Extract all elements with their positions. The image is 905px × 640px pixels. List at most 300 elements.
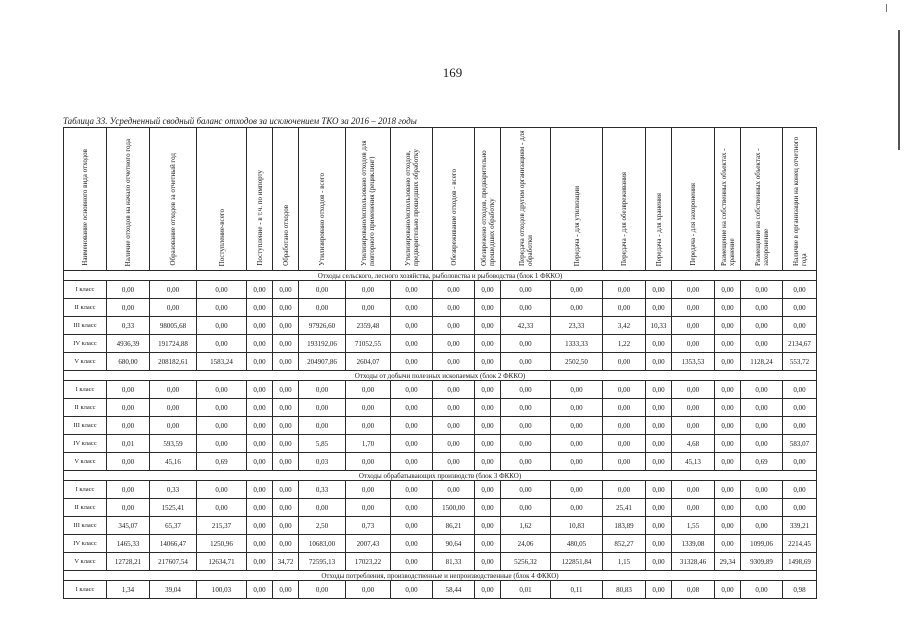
value-cell: 0,00 — [391, 317, 433, 335]
value-cell: 1339,08 — [672, 535, 715, 553]
value-cell: 0,00 — [672, 381, 715, 399]
section-title: Отходы обрабатывающих производств (блок 3 ФККО) — [64, 471, 817, 481]
value-cell: 81,33 — [433, 553, 475, 571]
table-row — [64, 335, 817, 353]
value-cell: 0,00 — [391, 453, 433, 471]
value-cell: 0,00 — [646, 381, 672, 399]
column-header — [433, 128, 475, 271]
value-cell: 0,00 — [603, 381, 646, 399]
section-row — [64, 271, 817, 281]
value-cell: 34,72 — [273, 553, 299, 571]
value-cell: 0,00 — [475, 517, 501, 535]
value-cell: 0,00 — [273, 499, 299, 517]
column-header-label: Наименование основного вида отходов — [81, 149, 89, 266]
value-cell: 0,00 — [551, 453, 603, 471]
value-cell: 0,00 — [299, 399, 346, 417]
column-header — [299, 128, 346, 271]
table-row — [64, 381, 817, 399]
value-cell: 58,44 — [433, 581, 475, 599]
value-cell: 0,00 — [247, 517, 273, 535]
column-header-label: Передача - для хранения — [654, 192, 663, 266]
value-cell: 0,00 — [646, 299, 672, 317]
value-cell: 0,00 — [346, 417, 391, 435]
value-cell: 0,00 — [433, 481, 475, 499]
value-cell: 0,01 — [501, 581, 551, 599]
value-cell: 0,00 — [672, 499, 715, 517]
value-cell: 0,00 — [715, 481, 741, 499]
column-header — [551, 128, 603, 271]
value-cell: 0,00 — [715, 499, 741, 517]
value-cell: 852,27 — [603, 535, 646, 553]
column-header-label: Поступление - в т.ч. по импорту — [255, 170, 264, 266]
hazard-class-cell: V класс — [64, 353, 107, 371]
value-cell: 0,00 — [346, 499, 391, 517]
value-cell: 0,00 — [247, 399, 273, 417]
value-cell: 42,33 — [501, 317, 551, 335]
value-cell: 0,98 — [783, 581, 817, 599]
value-cell: 345,07 — [107, 517, 150, 535]
value-cell: 339,21 — [783, 517, 817, 535]
column-header — [475, 128, 501, 271]
value-cell: 0,00 — [247, 317, 273, 335]
column-header-label: Утилизировано отходов - всего — [318, 173, 326, 266]
value-cell: 0,00 — [150, 381, 197, 399]
value-cell: 0,00 — [646, 281, 672, 299]
column-header — [603, 128, 646, 271]
hazard-class-cell: III класс — [64, 317, 107, 335]
value-cell: 583,07 — [783, 435, 817, 453]
column-header — [715, 128, 741, 271]
value-cell: 0,00 — [391, 299, 433, 317]
column-header-label: Размещение на собственных объектах - захоронение — [753, 148, 770, 266]
table-row — [64, 399, 817, 417]
value-cell: 2007,43 — [346, 535, 391, 553]
waste-balance-table — [63, 127, 817, 599]
value-cell: 0,00 — [501, 281, 551, 299]
column-header-label: Наличие в организации на конец отчетного года — [791, 136, 808, 266]
value-cell: 0,00 — [475, 535, 501, 553]
value-cell: 0,00 — [501, 299, 551, 317]
value-cell: 3,42 — [603, 317, 646, 335]
hazard-class-cell: II класс — [64, 499, 107, 517]
value-cell: 0,00 — [247, 453, 273, 471]
value-cell: 0,00 — [475, 435, 501, 453]
value-cell: 0,08 — [672, 581, 715, 599]
value-cell: 86,21 — [433, 517, 475, 535]
column-header — [107, 128, 150, 271]
value-cell: 0,00 — [783, 417, 817, 435]
value-cell: 1525,41 — [150, 499, 197, 517]
hazard-class-cell: III класс — [64, 517, 107, 535]
value-cell: 0,00 — [741, 417, 783, 435]
value-cell: 0,00 — [197, 417, 247, 435]
value-cell: 1128,24 — [741, 353, 783, 371]
value-cell: 0,00 — [551, 481, 603, 499]
section-title: Отходы от добычи полезных ископаемых (блок 2 ФККО) — [64, 371, 817, 381]
value-cell: 0,00 — [391, 353, 433, 371]
value-cell: 0,00 — [715, 581, 741, 599]
value-cell: 0,00 — [150, 299, 197, 317]
value-cell: 0,00 — [551, 399, 603, 417]
value-cell: 0,00 — [475, 317, 501, 335]
value-cell: 0,00 — [783, 481, 817, 499]
value-cell: 0,00 — [433, 299, 475, 317]
value-cell: 1,22 — [603, 335, 646, 353]
page-edge-line — [898, 30, 900, 150]
table-row — [64, 353, 817, 371]
value-cell: 0,00 — [741, 381, 783, 399]
column-header — [64, 128, 107, 271]
column-header-label: Обработано отходов — [281, 205, 290, 266]
column-header — [646, 128, 672, 271]
value-cell: 0,00 — [741, 517, 783, 535]
value-cell: 1353,53 — [672, 353, 715, 371]
value-cell: 208182,61 — [150, 353, 197, 371]
table-row — [64, 517, 817, 535]
value-cell: 0,00 — [475, 299, 501, 317]
value-cell: 0,00 — [247, 381, 273, 399]
value-cell: 0,00 — [197, 299, 247, 317]
value-cell: 0,00 — [273, 381, 299, 399]
value-cell: 553,72 — [783, 353, 817, 371]
column-header-label: Обезврежено отходов, предварительно прошедших обработку — [479, 150, 496, 266]
value-cell: 0,00 — [715, 453, 741, 471]
table-row — [64, 453, 817, 471]
value-cell: 0,00 — [433, 453, 475, 471]
column-header — [783, 128, 817, 271]
value-cell: 5,85 — [299, 435, 346, 453]
value-cell: 0,00 — [646, 553, 672, 571]
table-body — [64, 271, 817, 599]
column-header — [501, 128, 551, 271]
value-cell: 0,00 — [150, 417, 197, 435]
table-row — [64, 535, 817, 553]
value-cell: 0,00 — [475, 281, 501, 299]
value-cell: 0,00 — [603, 481, 646, 499]
value-cell: 0,00 — [603, 299, 646, 317]
value-cell: 0,00 — [197, 381, 247, 399]
value-cell: 193192,06 — [299, 335, 346, 353]
value-cell: 0,00 — [391, 399, 433, 417]
value-cell: 0,00 — [247, 535, 273, 553]
value-cell: 217607,54 — [150, 553, 197, 571]
value-cell: 0,03 — [299, 453, 346, 471]
value-cell: 0,00 — [475, 581, 501, 599]
value-cell: 12634,71 — [197, 553, 247, 571]
hazard-class-cell: V класс — [64, 453, 107, 471]
value-cell: 90,64 — [433, 535, 475, 553]
value-cell: 71052,55 — [346, 335, 391, 353]
value-cell: 0,00 — [107, 453, 150, 471]
column-header-label: Передача отходов другим организациям - для обработки — [517, 130, 534, 266]
value-cell: 0,00 — [715, 299, 741, 317]
value-cell: 0,00 — [391, 381, 433, 399]
hazard-class-cell: IV класс — [64, 435, 107, 453]
column-header-label: Передача - для обезвреживания — [620, 171, 628, 266]
value-cell: 1,55 — [672, 517, 715, 535]
value-cell: 0,00 — [501, 481, 551, 499]
value-cell: 0,00 — [197, 317, 247, 335]
value-cell: 0,00 — [475, 481, 501, 499]
value-cell: 0,00 — [346, 281, 391, 299]
value-cell: 0,00 — [783, 399, 817, 417]
column-header-label: Передача - для захоронения — [689, 183, 697, 266]
value-cell: 1498,69 — [783, 553, 817, 571]
value-cell: 0,00 — [107, 499, 150, 517]
value-cell: 0,00 — [273, 281, 299, 299]
value-cell: 1333,33 — [551, 335, 603, 353]
value-cell: 0,00 — [150, 281, 197, 299]
value-cell: 0,00 — [273, 581, 299, 599]
value-cell: 0,00 — [197, 281, 247, 299]
hazard-class-cell: IV класс — [64, 535, 107, 553]
scan-mark — [886, 4, 887, 12]
value-cell: 0,73 — [346, 517, 391, 535]
value-cell: 0,00 — [391, 481, 433, 499]
value-cell: 0,00 — [346, 481, 391, 499]
hazard-class-cell: I класс — [64, 381, 107, 399]
value-cell: 25,41 — [603, 499, 646, 517]
value-cell: 45,16 — [150, 453, 197, 471]
value-cell: 1,34 — [107, 581, 150, 599]
value-cell: 593,59 — [150, 435, 197, 453]
value-cell: 0,00 — [247, 481, 273, 499]
value-cell: 0,00 — [433, 317, 475, 335]
value-cell: 0,00 — [672, 299, 715, 317]
value-cell: 0,00 — [715, 335, 741, 353]
value-cell: 31328,46 — [672, 553, 715, 571]
value-cell: 0,00 — [299, 581, 346, 599]
column-header-label: Размещение на собственных объектах - хранение — [719, 148, 736, 266]
value-cell: 0,00 — [197, 481, 247, 499]
table-row — [64, 281, 817, 299]
value-cell: 0,00 — [783, 499, 817, 517]
value-cell: 0,00 — [346, 399, 391, 417]
value-cell: 0,00 — [475, 381, 501, 399]
value-cell: 1583,24 — [197, 353, 247, 371]
value-cell: 1465,33 — [107, 535, 150, 553]
hazard-class-cell: IV класс — [64, 335, 107, 353]
value-cell: 0,00 — [741, 317, 783, 335]
value-cell: 0,00 — [107, 381, 150, 399]
value-cell: 0,00 — [299, 281, 346, 299]
value-cell: 0,00 — [603, 281, 646, 299]
value-cell: 0,33 — [107, 317, 150, 335]
value-cell: 0,00 — [433, 335, 475, 353]
value-cell: 0,00 — [715, 517, 741, 535]
hazard-class-cell: I класс — [64, 281, 107, 299]
value-cell: 5256,32 — [501, 553, 551, 571]
value-cell: 0,00 — [551, 281, 603, 299]
value-cell: 0,00 — [646, 435, 672, 453]
value-cell: 0,69 — [197, 453, 247, 471]
value-cell: 0,00 — [501, 453, 551, 471]
value-cell: 0,00 — [646, 517, 672, 535]
value-cell: 0,00 — [551, 435, 603, 453]
value-cell: 1,62 — [501, 517, 551, 535]
value-cell: 0,00 — [715, 381, 741, 399]
value-cell: 0,00 — [741, 581, 783, 599]
value-cell: 0,00 — [433, 399, 475, 417]
value-cell: 2604,07 — [346, 353, 391, 371]
value-cell: 1,15 — [603, 553, 646, 571]
column-header-label: Утилизировано/использовано отходов для повторного применения (рециклинг) — [360, 140, 376, 266]
value-cell: 0,00 — [741, 335, 783, 353]
value-cell: 0,00 — [475, 453, 501, 471]
value-cell: 0,00 — [391, 553, 433, 571]
value-cell: 0,11 — [551, 581, 603, 599]
value-cell: 80,83 — [603, 581, 646, 599]
table-row — [64, 553, 817, 571]
value-cell: 204907,86 — [299, 353, 346, 371]
value-cell: 0,00 — [433, 417, 475, 435]
column-header-label: Обезвреживание отходов - всего — [449, 169, 458, 266]
value-cell: 2359,48 — [346, 317, 391, 335]
column-header-label: Утилизировано/использовано отходов, предварительно прошедших обработку — [403, 149, 420, 266]
value-cell: 39,04 — [150, 581, 197, 599]
value-cell: 72595,13 — [299, 553, 346, 571]
value-cell: 0,00 — [273, 399, 299, 417]
section-title: Отходы сельского, лесного хозяйства, рыболовства и рыбоводства (блок 1 ФККО) — [64, 271, 817, 281]
value-cell: 0,00 — [741, 399, 783, 417]
value-cell: 0,00 — [783, 281, 817, 299]
value-cell: 0,00 — [715, 317, 741, 335]
value-cell: 45,13 — [672, 453, 715, 471]
value-cell: 0,00 — [475, 399, 501, 417]
value-cell: 0,00 — [391, 535, 433, 553]
value-cell: 0,00 — [783, 299, 817, 317]
value-cell: 0,00 — [603, 353, 646, 371]
value-cell: 0,00 — [715, 535, 741, 553]
value-cell: 0,00 — [783, 381, 817, 399]
value-cell: 0,33 — [299, 481, 346, 499]
value-cell: 0,00 — [501, 499, 551, 517]
value-cell: 0,00 — [672, 481, 715, 499]
value-cell: 97926,60 — [299, 317, 346, 335]
value-cell: 14066,47 — [150, 535, 197, 553]
value-cell: 2214,45 — [783, 535, 817, 553]
value-cell: 0,00 — [247, 281, 273, 299]
hazard-class-cell: V класс — [64, 553, 107, 571]
value-cell: 0,00 — [273, 335, 299, 353]
value-cell: 0,00 — [551, 499, 603, 517]
value-cell: 0,00 — [672, 417, 715, 435]
value-cell: 0,00 — [741, 281, 783, 299]
value-cell: 1500,00 — [433, 499, 475, 517]
value-cell: 2502,50 — [551, 353, 603, 371]
page-number: 169 — [442, 65, 463, 80]
value-cell: 0,00 — [197, 399, 247, 417]
value-cell: 0,00 — [646, 499, 672, 517]
value-cell: 0,00 — [107, 281, 150, 299]
value-cell: 2,50 — [299, 517, 346, 535]
value-cell: 4,68 — [672, 435, 715, 453]
value-cell: 0,00 — [783, 453, 817, 471]
value-cell: 0,00 — [475, 335, 501, 353]
value-cell: 0,00 — [741, 481, 783, 499]
value-cell: 0,00 — [247, 353, 273, 371]
value-cell: 1099,06 — [741, 535, 783, 553]
value-cell: 0,00 — [715, 399, 741, 417]
column-header-label: Передача - для утилизации — [572, 185, 581, 266]
column-header-label: Поступление-всего — [217, 208, 226, 266]
column-header — [346, 128, 391, 271]
value-cell: 4936,39 — [107, 335, 150, 353]
value-cell: 12728,21 — [107, 553, 150, 571]
value-cell: 0,00 — [299, 417, 346, 435]
value-cell: 0,00 — [391, 517, 433, 535]
value-cell: 0,00 — [501, 399, 551, 417]
value-cell: 0,00 — [273, 299, 299, 317]
hazard-class-cell: I класс — [64, 481, 107, 499]
column-header — [741, 128, 783, 271]
value-cell: 0,00 — [247, 335, 273, 353]
value-cell: 0,00 — [501, 353, 551, 371]
hazard-class-cell: I класс — [64, 581, 107, 599]
table-row — [64, 417, 817, 435]
value-cell: 0,00 — [346, 299, 391, 317]
value-cell: 10,33 — [646, 317, 672, 335]
value-cell: 23,33 — [551, 317, 603, 335]
value-cell: 0,00 — [715, 353, 741, 371]
value-cell: 480,05 — [551, 535, 603, 553]
value-cell: 0,00 — [672, 399, 715, 417]
value-cell: 0,00 — [646, 335, 672, 353]
value-cell: 0,00 — [346, 381, 391, 399]
value-cell: 17023,22 — [346, 553, 391, 571]
value-cell: 0,00 — [475, 553, 501, 571]
header-row — [64, 128, 817, 271]
hazard-class-cell: III класс — [64, 417, 107, 435]
section-row — [64, 471, 817, 481]
value-cell: 0,00 — [247, 553, 273, 571]
value-cell: 0,00 — [391, 435, 433, 453]
value-cell: 0,00 — [299, 299, 346, 317]
value-cell: 0,00 — [391, 335, 433, 353]
value-cell: 0,00 — [672, 281, 715, 299]
value-cell: 0,00 — [646, 481, 672, 499]
value-cell: 29,34 — [715, 553, 741, 571]
value-cell: 0,00 — [391, 581, 433, 599]
value-cell: 0,00 — [715, 417, 741, 435]
value-cell: 0,00 — [603, 399, 646, 417]
value-cell: 0,33 — [150, 481, 197, 499]
value-cell: 0,00 — [247, 499, 273, 517]
value-cell: 0,00 — [475, 417, 501, 435]
value-cell: 9309,89 — [741, 553, 783, 571]
section-title: Отходы потребления, производственные и непроизводственные (блок 4 ФККО) — [64, 571, 817, 581]
value-cell: 0,00 — [273, 435, 299, 453]
value-cell: 0,00 — [273, 317, 299, 335]
value-cell: 0,69 — [741, 453, 783, 471]
column-header-label: Образование отходов за отчетный год — [169, 153, 177, 266]
value-cell: 0,00 — [107, 481, 150, 499]
value-cell: 0,00 — [715, 281, 741, 299]
value-cell: 0,00 — [197, 435, 247, 453]
value-cell: 0,00 — [107, 417, 150, 435]
value-cell: 680,00 — [107, 353, 150, 371]
value-cell: 0,00 — [433, 353, 475, 371]
value-cell: 0,00 — [273, 517, 299, 535]
value-cell: 0,00 — [603, 417, 646, 435]
value-cell: 0,00 — [346, 453, 391, 471]
value-cell: 0,00 — [391, 417, 433, 435]
value-cell: 1,70 — [346, 435, 391, 453]
value-cell: 0,00 — [197, 499, 247, 517]
table-row — [64, 435, 817, 453]
value-cell: 0,00 — [299, 381, 346, 399]
value-cell: 0,00 — [715, 435, 741, 453]
